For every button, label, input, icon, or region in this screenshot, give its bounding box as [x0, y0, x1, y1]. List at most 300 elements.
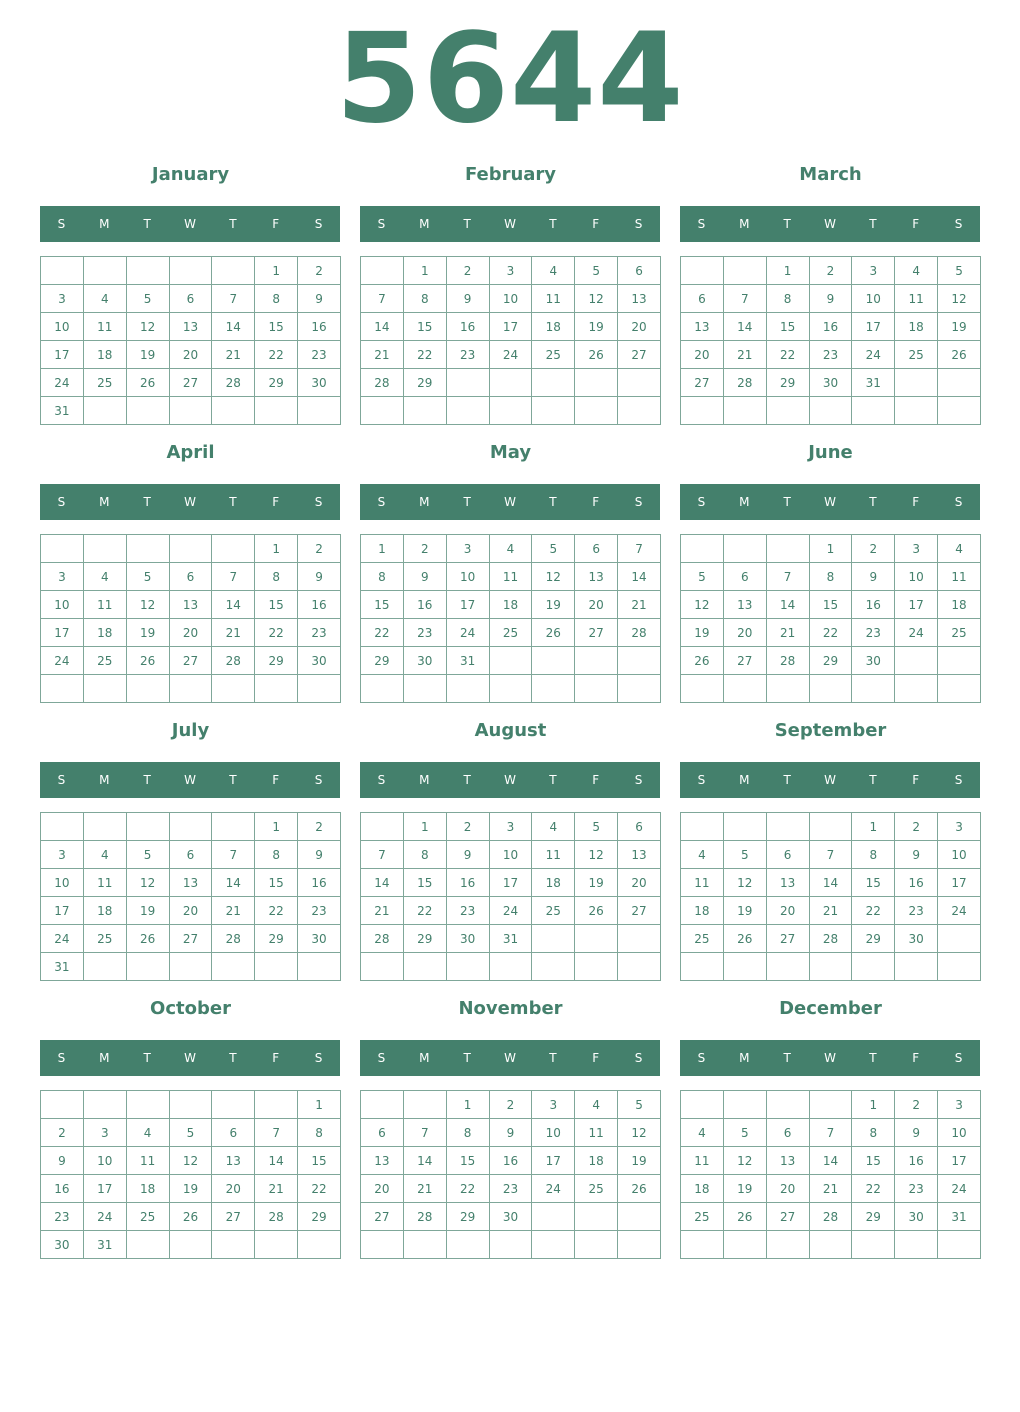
day-cell: 28: [618, 619, 661, 647]
empty-cell: [298, 397, 341, 425]
day-cell: 17: [852, 313, 895, 341]
weekday-label: T: [783, 495, 791, 509]
empty-cell: [126, 953, 169, 981]
week-row: [361, 1119, 661, 1147]
empty-cell: [723, 953, 766, 981]
day-cell: 3: [489, 257, 532, 285]
day-cell: 2: [298, 813, 341, 841]
day-cell: 11: [532, 841, 575, 869]
empty-cell: [361, 1091, 404, 1119]
empty-cell: [938, 397, 981, 425]
weekday-label: T: [869, 773, 877, 787]
empty-cell: [212, 675, 255, 703]
day-cell: 19: [723, 897, 766, 925]
day-cell: 9: [852, 563, 895, 591]
day-cell: 6: [766, 1119, 809, 1147]
week-row: [41, 257, 341, 285]
day-cell: 22: [255, 341, 298, 369]
day-cell: 8: [361, 563, 404, 591]
weekday-label: M: [99, 495, 110, 509]
weekday-label: F: [272, 773, 280, 787]
day-cell: 5: [532, 535, 575, 563]
week-row: [361, 535, 661, 563]
day-cell: 25: [895, 341, 938, 369]
day-cell: 24: [446, 619, 489, 647]
day-cell: 16: [446, 869, 489, 897]
weekday-label: W: [824, 1051, 836, 1065]
day-cell: 2: [809, 257, 852, 285]
weekday-label: F: [912, 1051, 920, 1065]
weekday-header: [680, 762, 980, 798]
day-cell: 9: [446, 841, 489, 869]
weekday-label: T: [869, 217, 877, 231]
day-cell: 16: [298, 869, 341, 897]
empty-cell: [169, 535, 212, 563]
day-cell: 15: [298, 1147, 341, 1175]
day-cell: 25: [83, 925, 126, 953]
empty-cell: [41, 1091, 84, 1119]
day-cell: 14: [361, 869, 404, 897]
day-cell: 28: [403, 1203, 446, 1231]
empty-cell: [489, 647, 532, 675]
day-cell: 21: [361, 341, 404, 369]
day-cell: 8: [852, 1119, 895, 1147]
month-april: [40, 438, 341, 708]
day-cell: 10: [489, 841, 532, 869]
weekday-label: M: [419, 773, 430, 787]
empty-cell: [403, 1091, 446, 1119]
week-row: [681, 591, 981, 619]
day-cell: 19: [938, 313, 981, 341]
day-grid: [680, 534, 981, 703]
day-cell: 30: [298, 369, 341, 397]
day-cell: 9: [298, 285, 341, 313]
day-cell: 19: [575, 313, 618, 341]
day-cell: 23: [298, 619, 341, 647]
day-cell: 14: [255, 1147, 298, 1175]
day-cell: 19: [575, 869, 618, 897]
day-cell: 25: [532, 341, 575, 369]
empty-cell: [41, 257, 84, 285]
empty-cell: [681, 535, 724, 563]
weekday-label: W: [504, 773, 516, 787]
empty-cell: [361, 257, 404, 285]
week-row: [41, 869, 341, 897]
weekday-label: W: [504, 1051, 516, 1065]
day-grid: [680, 812, 981, 981]
day-cell: 4: [575, 1091, 618, 1119]
day-cell: 10: [938, 841, 981, 869]
day-cell: 30: [41, 1231, 84, 1259]
empty-cell: [532, 925, 575, 953]
day-cell: 1: [361, 535, 404, 563]
day-cell: 21: [766, 619, 809, 647]
day-cell: 28: [212, 647, 255, 675]
weekday-label: F: [592, 1051, 600, 1065]
day-cell: 14: [361, 313, 404, 341]
day-cell: 9: [446, 285, 489, 313]
empty-cell: [212, 535, 255, 563]
empty-cell: [298, 675, 341, 703]
day-cell: 4: [681, 1119, 724, 1147]
day-cell: 22: [766, 341, 809, 369]
empty-cell: [403, 397, 446, 425]
week-row: [361, 675, 661, 703]
day-cell: 17: [41, 619, 84, 647]
empty-cell: [446, 397, 489, 425]
day-cell: 8: [298, 1119, 341, 1147]
month-name: October: [150, 998, 231, 1019]
day-cell: 18: [532, 869, 575, 897]
day-cell: 12: [126, 869, 169, 897]
day-cell: 2: [41, 1119, 84, 1147]
empty-cell: [403, 1231, 446, 1259]
day-cell: 23: [489, 1175, 532, 1203]
day-cell: 12: [723, 869, 766, 897]
day-cell: 5: [618, 1091, 661, 1119]
week-row: [361, 563, 661, 591]
month-name: July: [171, 720, 210, 741]
weekday-label: M: [739, 1051, 750, 1065]
week-row: [361, 591, 661, 619]
empty-cell: [126, 1091, 169, 1119]
empty-cell: [809, 397, 852, 425]
empty-cell: [169, 675, 212, 703]
month-february: [360, 160, 661, 430]
week-row: [681, 869, 981, 897]
week-row: [361, 397, 661, 425]
day-cell: 7: [809, 1119, 852, 1147]
weekday-label: T: [549, 1051, 557, 1065]
empty-cell: [895, 1231, 938, 1259]
day-cell: 21: [212, 341, 255, 369]
weekday-label: T: [229, 773, 237, 787]
weekday-label: T: [463, 217, 471, 231]
day-cell: 23: [41, 1203, 84, 1231]
day-cell: 28: [723, 369, 766, 397]
day-cell: 11: [532, 285, 575, 313]
weekday-label: S: [377, 1051, 386, 1065]
day-cell: 29: [852, 925, 895, 953]
weekday-label: F: [272, 217, 280, 231]
weekday-label: W: [184, 1051, 196, 1065]
day-cell: 4: [532, 813, 575, 841]
weekday-header: [680, 206, 980, 242]
day-cell: 9: [895, 1119, 938, 1147]
weekday-label: S: [57, 495, 66, 509]
weekday-label: F: [912, 217, 920, 231]
day-cell: 23: [446, 897, 489, 925]
day-cell: 27: [361, 1203, 404, 1231]
empty-cell: [809, 953, 852, 981]
weekday-label: T: [143, 1051, 151, 1065]
day-cell: 16: [403, 591, 446, 619]
day-cell: 13: [618, 285, 661, 313]
day-cell: 26: [169, 1203, 212, 1231]
weekday-header: [360, 206, 660, 242]
day-cell: 27: [169, 369, 212, 397]
day-cell: 26: [723, 925, 766, 953]
weekday-label: S: [377, 217, 386, 231]
empty-cell: [809, 1091, 852, 1119]
day-cell: 5: [126, 563, 169, 591]
weekday-label: F: [912, 495, 920, 509]
weekday-label: F: [272, 1051, 280, 1065]
day-cell: 29: [766, 369, 809, 397]
day-cell: 6: [169, 841, 212, 869]
day-grid: [680, 1090, 981, 1259]
day-cell: 3: [938, 813, 981, 841]
day-cell: 16: [298, 591, 341, 619]
empty-cell: [895, 675, 938, 703]
day-cell: 30: [298, 647, 341, 675]
month-name: April: [166, 442, 215, 463]
empty-cell: [169, 257, 212, 285]
weekday-header: [680, 1040, 980, 1076]
day-cell: 28: [766, 647, 809, 675]
weekday-label: W: [184, 217, 196, 231]
empty-cell: [489, 953, 532, 981]
weekday-label: T: [549, 495, 557, 509]
weekday-label: S: [697, 217, 706, 231]
empty-cell: [938, 647, 981, 675]
day-cell: 3: [532, 1091, 575, 1119]
day-cell: 18: [895, 313, 938, 341]
empty-cell: [681, 1231, 724, 1259]
weekday-label: M: [739, 495, 750, 509]
day-grid: [680, 256, 981, 425]
day-cell: 11: [681, 869, 724, 897]
day-cell: 1: [255, 535, 298, 563]
month-name: June: [808, 442, 853, 463]
day-cell: 6: [681, 285, 724, 313]
week-row: [361, 897, 661, 925]
day-cell: 12: [575, 841, 618, 869]
month-december: [680, 994, 981, 1264]
day-cell: 3: [852, 257, 895, 285]
day-cell: 31: [41, 397, 84, 425]
day-cell: 2: [489, 1091, 532, 1119]
day-cell: 29: [255, 369, 298, 397]
weekday-label: T: [549, 773, 557, 787]
day-cell: 19: [169, 1175, 212, 1203]
empty-cell: [403, 675, 446, 703]
day-cell: 10: [446, 563, 489, 591]
weekday-header: [40, 762, 340, 798]
day-cell: 13: [723, 591, 766, 619]
weekday-label: T: [463, 495, 471, 509]
day-cell: 24: [938, 1175, 981, 1203]
day-cell: 7: [723, 285, 766, 313]
day-cell: 16: [489, 1147, 532, 1175]
day-cell: 28: [361, 925, 404, 953]
day-cell: 12: [532, 563, 575, 591]
weekday-label: M: [99, 773, 110, 787]
empty-cell: [255, 1091, 298, 1119]
week-row: [361, 257, 661, 285]
weekday-label: S: [697, 1051, 706, 1065]
day-cell: 3: [41, 563, 84, 591]
empty-cell: [532, 1231, 575, 1259]
week-row: [681, 925, 981, 953]
day-cell: 17: [895, 591, 938, 619]
day-cell: 9: [298, 563, 341, 591]
day-cell: 22: [403, 897, 446, 925]
week-row: [41, 285, 341, 313]
day-cell: 26: [723, 1203, 766, 1231]
day-cell: 17: [41, 897, 84, 925]
weekday-label: F: [592, 495, 600, 509]
day-cell: 31: [83, 1231, 126, 1259]
weekday-label: T: [783, 773, 791, 787]
day-cell: 15: [446, 1147, 489, 1175]
day-cell: 16: [809, 313, 852, 341]
empty-cell: [446, 369, 489, 397]
empty-cell: [126, 1231, 169, 1259]
empty-cell: [532, 953, 575, 981]
day-cell: 30: [298, 925, 341, 953]
day-cell: 8: [403, 841, 446, 869]
day-cell: 9: [403, 563, 446, 591]
day-cell: 24: [938, 897, 981, 925]
day-cell: 21: [618, 591, 661, 619]
empty-cell: [809, 1231, 852, 1259]
day-cell: 21: [255, 1175, 298, 1203]
week-row: [361, 313, 661, 341]
empty-cell: [895, 953, 938, 981]
day-cell: 2: [852, 535, 895, 563]
day-grid: [360, 1090, 661, 1259]
day-cell: 20: [361, 1175, 404, 1203]
empty-cell: [298, 1231, 341, 1259]
day-cell: 18: [83, 619, 126, 647]
weekday-header: [40, 484, 340, 520]
day-cell: 14: [618, 563, 661, 591]
day-cell: 18: [126, 1175, 169, 1203]
week-row: [361, 647, 661, 675]
day-cell: 1: [852, 813, 895, 841]
day-cell: 18: [532, 313, 575, 341]
empty-cell: [618, 1231, 661, 1259]
day-cell: 12: [575, 285, 618, 313]
day-cell: 16: [298, 313, 341, 341]
day-cell: 21: [212, 619, 255, 647]
week-row: [681, 1175, 981, 1203]
day-cell: 9: [895, 841, 938, 869]
week-row: [681, 897, 981, 925]
week-row: [361, 925, 661, 953]
day-cell: 24: [41, 925, 84, 953]
empty-cell: [446, 1231, 489, 1259]
day-cell: 7: [361, 841, 404, 869]
empty-cell: [212, 953, 255, 981]
day-cell: 16: [41, 1175, 84, 1203]
empty-cell: [723, 813, 766, 841]
week-row: [41, 1175, 341, 1203]
day-cell: 25: [83, 369, 126, 397]
day-cell: 1: [852, 1091, 895, 1119]
day-cell: 27: [212, 1203, 255, 1231]
week-row: [681, 1091, 981, 1119]
empty-cell: [723, 535, 766, 563]
day-cell: 8: [766, 285, 809, 313]
day-cell: 20: [723, 619, 766, 647]
day-cell: 26: [126, 647, 169, 675]
day-cell: 24: [489, 897, 532, 925]
empty-cell: [852, 397, 895, 425]
week-row: [681, 341, 981, 369]
week-row: [41, 647, 341, 675]
empty-cell: [895, 369, 938, 397]
day-cell: 7: [618, 535, 661, 563]
day-cell: 22: [446, 1175, 489, 1203]
weekday-label: M: [99, 1051, 110, 1065]
day-cell: 12: [723, 1147, 766, 1175]
day-cell: 9: [41, 1147, 84, 1175]
month-name: February: [464, 164, 557, 185]
weekday-label: S: [634, 1051, 643, 1065]
day-cell: 7: [212, 285, 255, 313]
month-august: [360, 716, 661, 986]
day-cell: 21: [212, 897, 255, 925]
week-row: [361, 619, 661, 647]
day-cell: 27: [723, 647, 766, 675]
day-cell: 12: [938, 285, 981, 313]
empty-cell: [212, 1231, 255, 1259]
empty-cell: [361, 953, 404, 981]
week-row: [41, 675, 341, 703]
empty-cell: [532, 675, 575, 703]
day-cell: 24: [895, 619, 938, 647]
day-cell: 23: [446, 341, 489, 369]
day-cell: 22: [809, 619, 852, 647]
day-cell: 4: [489, 535, 532, 563]
week-row: [681, 841, 981, 869]
weekday-label: W: [504, 495, 516, 509]
empty-cell: [895, 647, 938, 675]
month-name: November: [458, 998, 563, 1019]
day-cell: 15: [852, 1147, 895, 1175]
day-cell: 30: [895, 1203, 938, 1231]
day-cell: 20: [618, 313, 661, 341]
weekday-label: M: [99, 217, 110, 231]
day-cell: 13: [169, 869, 212, 897]
day-cell: 20: [212, 1175, 255, 1203]
day-cell: 12: [169, 1147, 212, 1175]
day-cell: 12: [681, 591, 724, 619]
week-row: [41, 1091, 341, 1119]
day-cell: 7: [403, 1119, 446, 1147]
day-cell: 27: [169, 925, 212, 953]
empty-cell: [938, 1231, 981, 1259]
weekday-label: S: [697, 495, 706, 509]
day-cell: 20: [618, 869, 661, 897]
empty-cell: [255, 397, 298, 425]
day-cell: 15: [766, 313, 809, 341]
day-cell: 27: [766, 1203, 809, 1231]
empty-cell: [532, 369, 575, 397]
week-row: [361, 813, 661, 841]
week-row: [681, 397, 981, 425]
week-row: [361, 869, 661, 897]
weekday-label: S: [634, 217, 643, 231]
day-cell: 22: [403, 341, 446, 369]
day-cell: 23: [403, 619, 446, 647]
day-cell: 23: [895, 897, 938, 925]
month-name: January: [151, 164, 230, 185]
weekday-label: T: [143, 495, 151, 509]
day-cell: 11: [83, 313, 126, 341]
